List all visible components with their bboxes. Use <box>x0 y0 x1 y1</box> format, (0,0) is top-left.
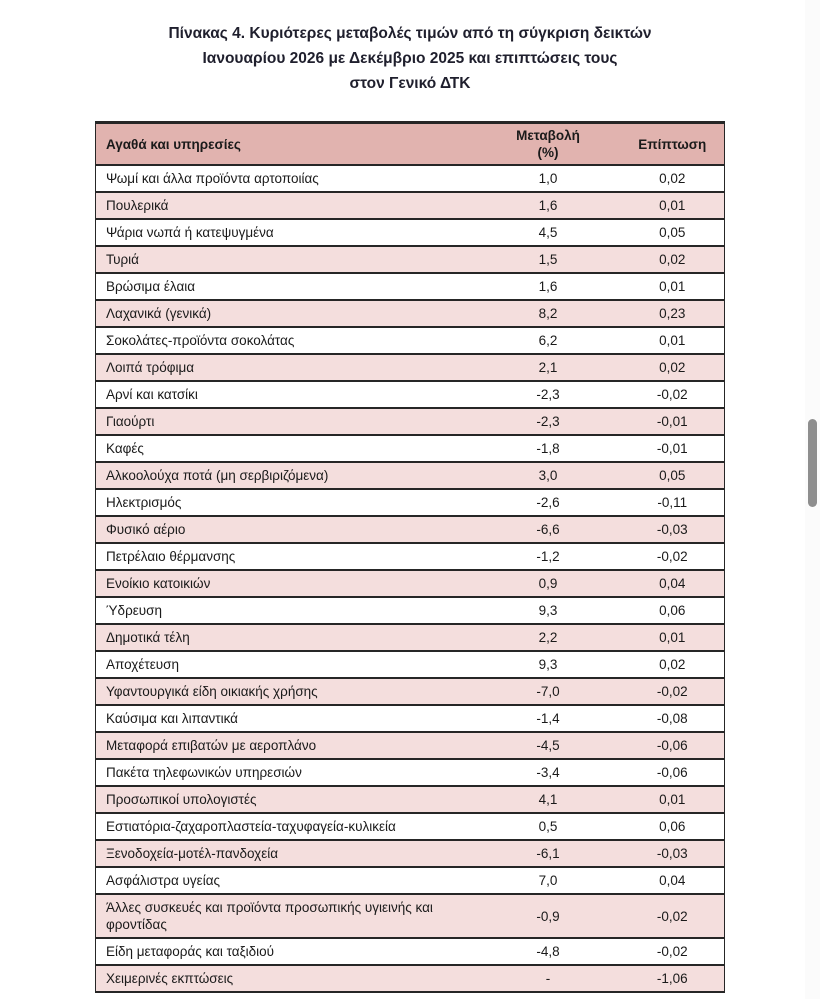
row-impact: -0,02 <box>656 549 688 564</box>
row-change: 1,0 <box>538 171 558 186</box>
table-row <box>96 489 725 516</box>
row-label: Καφές <box>106 441 144 456</box>
table-row <box>96 938 725 965</box>
table-row <box>96 192 725 219</box>
row-change: 4,5 <box>538 225 558 240</box>
row-change: -4,8 <box>536 944 560 959</box>
row-label: Υφαντουργικά είδη οικιακής χρήσης <box>106 684 318 699</box>
row-impact: -0,03 <box>656 846 688 861</box>
row-change: -6,6 <box>536 522 560 537</box>
row-impact: 0,04 <box>659 576 686 591</box>
row-label: Ενοίκιο κατοικιών <box>106 576 211 591</box>
row-label: Αποχέτευση <box>106 657 179 672</box>
row-change: 1,5 <box>538 252 558 267</box>
row-impact: 0,01 <box>659 198 686 213</box>
row-impact: -0,02 <box>656 944 688 959</box>
row-change: 8,2 <box>538 306 558 321</box>
row-impact: -0,02 <box>656 684 688 699</box>
row-label: Λοιπά τρόφιμα <box>106 360 195 375</box>
table-row <box>96 354 725 381</box>
row-label: Χειμερινές εκπτώσεις <box>106 971 234 986</box>
row-change: 7,0 <box>538 873 558 888</box>
row-label: Ύδρευση <box>106 603 162 618</box>
row-impact: -0,03 <box>656 522 688 537</box>
table-row <box>96 651 725 678</box>
row-change: 2,2 <box>538 630 558 645</box>
price-changes-table <box>95 121 725 993</box>
table-row <box>96 381 725 408</box>
table-row <box>96 786 725 813</box>
row-impact: 0,02 <box>659 252 686 267</box>
row-label: Βρώσιμα έλαια <box>106 279 196 294</box>
col-header-impact: Επίπτωση <box>638 136 707 152</box>
row-impact: -0,01 <box>656 414 688 429</box>
row-label: Ψάρια νωπά ή κατεψυγμένα <box>106 225 274 240</box>
row-label: Πετρέλαιο θέρμανσης <box>106 549 236 564</box>
row-change: 3,0 <box>538 468 558 483</box>
row-impact: 0,01 <box>659 630 686 645</box>
col-header-goods: Αγαθά και υπηρεσίες <box>106 136 241 152</box>
row-change: -6,1 <box>536 846 560 861</box>
row-impact: 0,06 <box>659 819 686 834</box>
row-label: Πουλερικά <box>106 198 169 213</box>
row-impact: 0,23 <box>659 306 686 321</box>
col-header-change-line1: Μεταβολή <box>516 128 580 143</box>
row-label: Ψωμί και άλλα προϊόντα αρτοποιίας <box>106 171 319 186</box>
table-title-line-1: Πίνακας 4. Κυριότερες μεταβολές τιμών από τη σύγκριση δεικτών <box>168 25 652 42</box>
table-row <box>96 705 725 732</box>
row-change: 0,9 <box>538 576 558 591</box>
row-impact: 0,02 <box>659 360 686 375</box>
table-row <box>96 273 725 300</box>
row-impact: -0,02 <box>656 908 688 924</box>
row-impact: 0,05 <box>659 468 686 483</box>
row-label: Λαχανικά (γενικά) <box>106 306 212 321</box>
row-label: Άλλες συσκευές και προϊόντα προσωπικής υγιεινής και φροντίδας <box>106 900 433 932</box>
row-label: Φυσικό αέριο <box>106 522 186 537</box>
table-title-line-3: στον Γενικό ΔΤΚ <box>349 75 471 92</box>
row-change: -1,8 <box>536 441 560 456</box>
row-change: 0,5 <box>538 819 558 834</box>
row-label: Είδη μεταφοράς και ταξιδιού <box>106 944 275 959</box>
row-change: -4,5 <box>536 738 560 753</box>
row-change: 1,6 <box>538 279 558 294</box>
table-row <box>96 543 725 570</box>
row-impact: 0,05 <box>659 225 686 240</box>
row-impact: 0,02 <box>659 171 686 186</box>
row-label: Αλκοολούχα ποτά (μη σερβιριζόμενα) <box>106 468 329 483</box>
table-body <box>96 165 725 992</box>
row-impact: -0,06 <box>656 765 688 780</box>
scrollbar-thumb[interactable] <box>808 419 817 507</box>
table-row <box>96 732 725 759</box>
table-row <box>96 867 725 894</box>
table-row <box>96 624 725 651</box>
row-label: Πακέτα τηλεφωνικών υπηρεσιών <box>106 765 302 780</box>
table-row <box>96 678 725 705</box>
row-label: Καύσιμα και λιπαντικά <box>106 711 238 726</box>
table-row <box>96 219 725 246</box>
row-label: Σοκολάτες-προϊόντα σοκολάτας <box>106 333 295 348</box>
row-change: 2,1 <box>538 360 558 375</box>
row-impact: 0,01 <box>659 333 686 348</box>
row-impact: -0,02 <box>656 387 688 402</box>
row-label: Δημοτικά τέλη <box>106 630 190 645</box>
row-change: 9,3 <box>538 657 558 672</box>
row-impact: 0,01 <box>659 279 686 294</box>
row-impact: 0,01 <box>659 792 686 807</box>
table-row <box>96 462 725 489</box>
table-row <box>96 894 725 938</box>
row-label: Αρνί και κατσίκι <box>106 387 198 402</box>
table-row <box>96 408 725 435</box>
table-row <box>96 840 725 867</box>
col-header-change <box>476 123 621 166</box>
col-header-change-line2: (%) <box>537 145 559 160</box>
table-row <box>96 570 725 597</box>
table-row <box>96 759 725 786</box>
row-impact: -0,11 <box>657 495 688 510</box>
row-change: -3,4 <box>536 765 560 780</box>
row-change: -1,4 <box>536 711 560 726</box>
row-change: - <box>545 971 551 986</box>
table-title <box>95 0 725 96</box>
row-change: -2,6 <box>536 495 560 510</box>
row-impact: -1,06 <box>656 971 688 986</box>
row-change: 4,1 <box>538 792 558 807</box>
table-row <box>96 965 725 992</box>
row-change: -2,3 <box>536 387 560 402</box>
table-row <box>96 813 725 840</box>
row-impact: 0,02 <box>659 657 686 672</box>
row-label: Ξενοδοχεία-μοτέλ-πανδοχεία <box>106 846 279 861</box>
row-change: 6,2 <box>538 333 558 348</box>
row-label: Προσωπικοί υπολογιστές <box>106 792 257 807</box>
row-change: -7,0 <box>536 684 560 699</box>
row-label: Ασφάλιστρα υγείας <box>106 873 221 888</box>
row-change: -1,2 <box>536 549 560 564</box>
row-label: Ηλεκτρισμός <box>106 495 182 510</box>
row-change: 9,3 <box>538 603 558 618</box>
table-row <box>96 327 725 354</box>
table-row <box>96 300 725 327</box>
table-title-line-2: Ιανουαρίου 2026 με Δεκέμβριο 2025 και επιπτώσεις τους <box>202 50 618 67</box>
table-header-row <box>96 123 725 166</box>
row-impact: -0,08 <box>656 711 688 726</box>
table-row <box>96 165 725 192</box>
row-label: Μεταφορά επιβατών με αεροπλάνο <box>106 738 317 753</box>
row-label: Τυριά <box>106 252 139 267</box>
table-row <box>96 435 725 462</box>
row-change: -2,3 <box>536 414 560 429</box>
table-row <box>96 246 725 273</box>
table-row <box>96 516 725 543</box>
row-label: Γιαούρτι <box>106 414 155 429</box>
row-impact: 0,04 <box>659 873 686 888</box>
row-change: -0,9 <box>536 908 560 924</box>
row-impact: -0,06 <box>656 738 688 753</box>
row-label: Εστιατόρια-ζαχαροπλαστεία-ταχυφαγεία-κυλικεία <box>106 819 396 834</box>
row-impact: 0,06 <box>659 603 686 618</box>
row-change: 1,6 <box>538 198 558 213</box>
table-row <box>96 597 725 624</box>
row-impact: -0,01 <box>656 441 688 456</box>
